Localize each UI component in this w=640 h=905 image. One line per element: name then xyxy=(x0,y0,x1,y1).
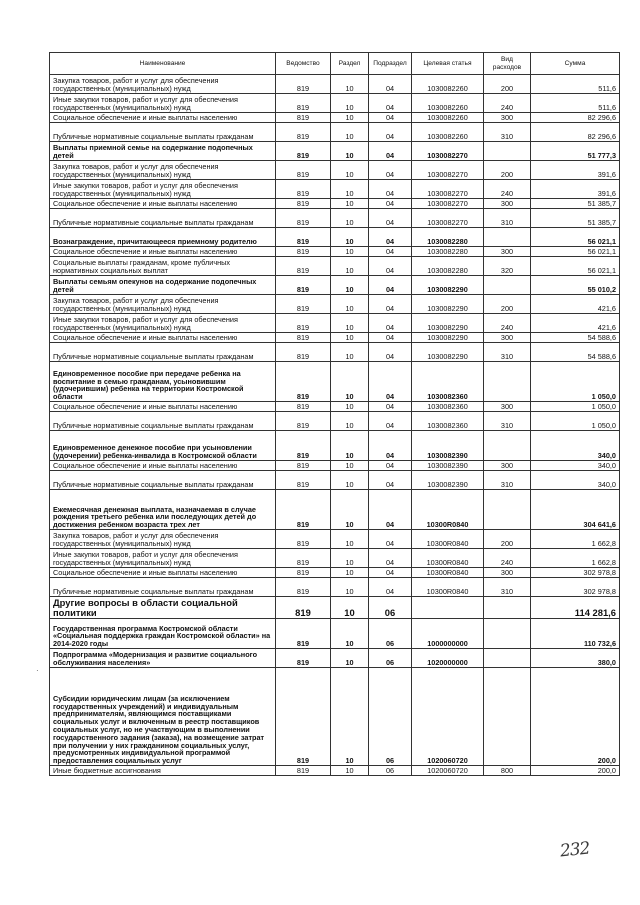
cell-type: 300 xyxy=(484,568,531,578)
cell-subsection: 04 xyxy=(369,549,412,568)
cell-dept: 819 xyxy=(276,228,331,247)
cell-name: Подпрограмма «Модернизация и развитие социального обслуживания населения» xyxy=(50,649,276,668)
cell-type: 200 xyxy=(484,530,531,549)
cell-name: Закупка товаров, работ и услуг для обеспечения государственных (муниципальных) нужд xyxy=(50,295,276,314)
cell-subsection: 04 xyxy=(369,94,412,113)
table-row xyxy=(50,649,620,668)
cell-subsection: 06 xyxy=(369,649,412,668)
cell-section: 10 xyxy=(331,333,369,343)
budget-table xyxy=(49,52,620,776)
table-row xyxy=(50,123,620,142)
cell-section: 10 xyxy=(331,568,369,578)
table-row xyxy=(50,75,620,94)
cell-dept: 819 xyxy=(276,180,331,199)
cell-dept: 819 xyxy=(276,412,331,431)
cell-target: 1000000000 xyxy=(412,619,484,649)
cell-name: Единовременное денежное пособие при усыновлении (удочерении) ребенка-инвалида в Костромской области xyxy=(50,431,276,461)
cell-target: 1030082260 xyxy=(412,75,484,94)
table-row xyxy=(50,94,620,113)
cell-sum: 114 281,6 xyxy=(531,597,620,619)
cell-name: Единовременное пособие при передаче ребенка на воспитание в семью гражданам, усыновившим (удочерившим) ребенка на территории Костромской области xyxy=(50,362,276,402)
cell-target: 1030082390 xyxy=(412,471,484,490)
cell-type: 310 xyxy=(484,343,531,362)
cell-dept: 819 xyxy=(276,314,331,333)
cell-subsection: 04 xyxy=(369,247,412,257)
cell-dept: 819 xyxy=(276,276,331,295)
cell-target: 1030082360 xyxy=(412,402,484,412)
table-row xyxy=(50,276,620,295)
cell-dept: 819 xyxy=(276,362,331,402)
cell-section: 10 xyxy=(331,490,369,530)
cell-type: 310 xyxy=(484,412,531,431)
cell-section: 10 xyxy=(331,362,369,402)
cell-subsection: 04 xyxy=(369,461,412,471)
cell-name: Иные закупки товаров, работ и услуг для обеспечения государственных (муниципальных) нужд xyxy=(50,180,276,199)
cell-dept: 819 xyxy=(276,343,331,362)
cell-section: 10 xyxy=(331,228,369,247)
cell-type: 310 xyxy=(484,471,531,490)
cell-name: Публичные нормативные социальные выплаты гражданам xyxy=(50,123,276,142)
cell-sum: 56 021,1 xyxy=(531,228,620,247)
cell-target: 10300R0840 xyxy=(412,578,484,597)
budget-document xyxy=(49,52,619,776)
cell-section: 10 xyxy=(331,431,369,461)
cell-target: 1030082290 xyxy=(412,314,484,333)
cell-target: 1020060720 xyxy=(412,668,484,766)
table-row xyxy=(50,209,620,228)
table-row xyxy=(50,295,620,314)
cell-dept: 819 xyxy=(276,461,331,471)
cell-target: 1030082390 xyxy=(412,431,484,461)
cell-name: Публичные нормативные социальные выплаты гражданам xyxy=(50,578,276,597)
cell-sum: 304 641,6 xyxy=(531,490,620,530)
table-row xyxy=(50,597,620,619)
cell-dept: 819 xyxy=(276,295,331,314)
cell-target: 1020060720 xyxy=(412,766,484,776)
cell-type xyxy=(484,668,531,766)
cell-target: 1030082280 xyxy=(412,257,484,276)
cell-subsection: 04 xyxy=(369,578,412,597)
cell-section: 10 xyxy=(331,412,369,431)
cell-name: Выплаты приемной семье на содержание подопечных детей xyxy=(50,142,276,161)
cell-type xyxy=(484,431,531,461)
cell-target: 1030082360 xyxy=(412,412,484,431)
cell-name: Социальное обеспечение и иные выплаты населению xyxy=(50,568,276,578)
cell-subsection: 06 xyxy=(369,668,412,766)
margin-mark: · xyxy=(36,666,39,675)
cell-type xyxy=(484,142,531,161)
table-row xyxy=(50,161,620,180)
cell-name: Социальное обеспечение и иные выплаты населению xyxy=(50,113,276,123)
cell-subsection: 04 xyxy=(369,276,412,295)
cell-target: 10300R0840 xyxy=(412,490,484,530)
cell-name: Публичные нормативные социальные выплаты гражданам xyxy=(50,343,276,362)
cell-dept: 819 xyxy=(276,209,331,228)
cell-sum: 51 777,3 xyxy=(531,142,620,161)
cell-subsection: 04 xyxy=(369,471,412,490)
cell-type: 300 xyxy=(484,247,531,257)
table-row xyxy=(50,619,620,649)
cell-section: 10 xyxy=(331,199,369,209)
cell-subsection: 04 xyxy=(369,199,412,209)
cell-target: 1030082290 xyxy=(412,295,484,314)
cell-section: 10 xyxy=(331,402,369,412)
cell-type: 310 xyxy=(484,578,531,597)
cell-dept: 819 xyxy=(276,247,331,257)
cell-target: 1030082290 xyxy=(412,333,484,343)
cell-section: 10 xyxy=(331,549,369,568)
cell-dept: 819 xyxy=(276,161,331,180)
col-header-sum: Сумма xyxy=(531,53,620,75)
cell-section: 10 xyxy=(331,649,369,668)
cell-name: Ежемесячная денежная выплата, назначаемая в случае рождения третьего ребенка или последующих детей до достижения ребенком возраста трех лет xyxy=(50,490,276,530)
cell-name: Публичные нормативные социальные выплаты гражданам xyxy=(50,471,276,490)
cell-sum: 110 732,6 xyxy=(531,619,620,649)
cell-target: 1030082290 xyxy=(412,276,484,295)
cell-section: 10 xyxy=(331,530,369,549)
cell-name: Иные бюджетные ассигнования xyxy=(50,766,276,776)
cell-subsection: 06 xyxy=(369,597,412,619)
table-row xyxy=(50,461,620,471)
cell-sum: 1 050,0 xyxy=(531,402,620,412)
cell-dept: 819 xyxy=(276,402,331,412)
cell-name: Публичные нормативные социальные выплаты гражданам xyxy=(50,209,276,228)
cell-section: 10 xyxy=(331,578,369,597)
table-row xyxy=(50,549,620,568)
cell-subsection: 04 xyxy=(369,343,412,362)
cell-sum: 511,6 xyxy=(531,94,620,113)
cell-type xyxy=(484,490,531,530)
cell-type xyxy=(484,362,531,402)
cell-section: 10 xyxy=(331,619,369,649)
cell-sum: 391,6 xyxy=(531,161,620,180)
cell-dept: 819 xyxy=(276,471,331,490)
cell-sum: 56 021,1 xyxy=(531,257,620,276)
cell-target: 10300R0840 xyxy=(412,549,484,568)
cell-subsection: 04 xyxy=(369,142,412,161)
cell-subsection: 04 xyxy=(369,412,412,431)
table-row xyxy=(50,343,620,362)
cell-name: Вознаграждение, причитающееся приемному родителю xyxy=(50,228,276,247)
cell-name: Закупка товаров, работ и услуг для обеспечения государственных (муниципальных) нужд xyxy=(50,530,276,549)
cell-name: Субсидии юридическим лицам (за исключением государственных учреждений) и индивидуальным предпринимателям, являющимся поставщиками социальных услуг и включенным в реестр поставщиков социальных услуг, но не участвующим в выполнении государственного задания (заказа), на возмещение затрат при получении у них гражданином социальных услуг, предусмотренных индивидуальной программой предоставления социальных услуг xyxy=(50,668,276,766)
cell-target: 1030082280 xyxy=(412,228,484,247)
cell-type: 300 xyxy=(484,333,531,343)
col-header-target: Целевая статья xyxy=(412,53,484,75)
table-row xyxy=(50,180,620,199)
cell-subsection: 06 xyxy=(369,766,412,776)
cell-target: 10300R0840 xyxy=(412,568,484,578)
cell-type: 300 xyxy=(484,113,531,123)
cell-dept: 819 xyxy=(276,142,331,161)
cell-name: Иные закупки товаров, работ и услуг для обеспечения государственных (муниципальных) нужд xyxy=(50,549,276,568)
cell-subsection: 04 xyxy=(369,295,412,314)
cell-target xyxy=(412,597,484,619)
cell-subsection: 04 xyxy=(369,314,412,333)
table-row xyxy=(50,142,620,161)
table-row xyxy=(50,247,620,257)
table-row xyxy=(50,530,620,549)
cell-sum: 200,0 xyxy=(531,766,620,776)
cell-dept: 819 xyxy=(276,549,331,568)
cell-type: 240 xyxy=(484,314,531,333)
page-number: 232 xyxy=(559,838,591,862)
cell-type xyxy=(484,619,531,649)
cell-section: 10 xyxy=(331,257,369,276)
cell-target: 1030082390 xyxy=(412,461,484,471)
cell-section: 10 xyxy=(331,343,369,362)
cell-type: 200 xyxy=(484,295,531,314)
cell-target: 1030082270 xyxy=(412,209,484,228)
cell-sum: 340,0 xyxy=(531,431,620,461)
table-row xyxy=(50,490,620,530)
table-row xyxy=(50,668,620,766)
cell-target: 1030082270 xyxy=(412,142,484,161)
cell-target: 1030082270 xyxy=(412,199,484,209)
col-header-section: Раздел xyxy=(331,53,369,75)
cell-section: 10 xyxy=(331,209,369,228)
cell-sum: 82 296,6 xyxy=(531,123,620,142)
cell-subsection: 04 xyxy=(369,362,412,402)
cell-subsection: 04 xyxy=(369,257,412,276)
cell-dept: 819 xyxy=(276,597,331,619)
table-row xyxy=(50,402,620,412)
cell-section: 10 xyxy=(331,113,369,123)
cell-subsection: 04 xyxy=(369,123,412,142)
cell-subsection: 04 xyxy=(369,402,412,412)
cell-target: 1030082260 xyxy=(412,123,484,142)
cell-section: 10 xyxy=(331,180,369,199)
table-row xyxy=(50,578,620,597)
cell-sum: 51 385,7 xyxy=(531,209,620,228)
cell-dept: 819 xyxy=(276,257,331,276)
cell-section: 10 xyxy=(331,766,369,776)
cell-sum: 391,6 xyxy=(531,180,620,199)
cell-name: Иные закупки товаров, работ и услуг для обеспечения государственных (муниципальных) нужд xyxy=(50,94,276,113)
col-header-dept: Ведомство xyxy=(276,53,331,75)
cell-name: Социальные выплаты гражданам, кроме публичных нормативных социальных выплат xyxy=(50,257,276,276)
cell-type: 310 xyxy=(484,123,531,142)
cell-subsection: 04 xyxy=(369,490,412,530)
cell-section: 10 xyxy=(331,314,369,333)
cell-name: Социальное обеспечение и иные выплаты населению xyxy=(50,402,276,412)
cell-dept: 819 xyxy=(276,668,331,766)
table-row xyxy=(50,314,620,333)
table-row xyxy=(50,199,620,209)
cell-sum: 1 050,0 xyxy=(531,412,620,431)
table-body xyxy=(50,75,620,776)
cell-section: 10 xyxy=(331,75,369,94)
cell-target: 1030082360 xyxy=(412,362,484,402)
cell-sum: 51 385,7 xyxy=(531,199,620,209)
cell-sum: 302 978,8 xyxy=(531,578,620,597)
table-row xyxy=(50,766,620,776)
cell-target: 1020000000 xyxy=(412,649,484,668)
cell-type xyxy=(484,228,531,247)
cell-type xyxy=(484,649,531,668)
cell-dept: 819 xyxy=(276,530,331,549)
cell-dept: 819 xyxy=(276,94,331,113)
cell-sum: 340,0 xyxy=(531,471,620,490)
table-row xyxy=(50,257,620,276)
table-row xyxy=(50,568,620,578)
cell-dept: 819 xyxy=(276,578,331,597)
cell-subsection: 04 xyxy=(369,180,412,199)
cell-type: 300 xyxy=(484,402,531,412)
col-header-type: Вид расходов xyxy=(484,53,531,75)
table-row xyxy=(50,431,620,461)
cell-type xyxy=(484,597,531,619)
cell-section: 10 xyxy=(331,94,369,113)
cell-target: 1030082270 xyxy=(412,161,484,180)
cell-subsection: 04 xyxy=(369,568,412,578)
cell-subsection: 04 xyxy=(369,530,412,549)
cell-section: 10 xyxy=(331,668,369,766)
cell-subsection: 04 xyxy=(369,228,412,247)
cell-sum: 55 010,2 xyxy=(531,276,620,295)
cell-subsection: 04 xyxy=(369,75,412,94)
cell-name: Государственная программа Костромской области «Социальная поддержка граждан Костромской области» на 2014-2020 годы xyxy=(50,619,276,649)
cell-subsection: 04 xyxy=(369,113,412,123)
table-row xyxy=(50,228,620,247)
cell-type: 320 xyxy=(484,257,531,276)
cell-name: Иные закупки товаров, работ и услуг для обеспечения государственных (муниципальных) нужд xyxy=(50,314,276,333)
cell-target: 1030082260 xyxy=(412,113,484,123)
cell-sum: 421,6 xyxy=(531,314,620,333)
cell-dept: 819 xyxy=(276,113,331,123)
cell-subsection: 04 xyxy=(369,209,412,228)
cell-dept: 819 xyxy=(276,75,331,94)
cell-name: Закупка товаров, работ и услуг для обеспечения государственных (муниципальных) нужд xyxy=(50,75,276,94)
cell-subsection: 04 xyxy=(369,431,412,461)
cell-section: 10 xyxy=(331,247,369,257)
cell-type: 300 xyxy=(484,461,531,471)
cell-type: 240 xyxy=(484,94,531,113)
cell-sum: 54 588,6 xyxy=(531,333,620,343)
cell-sum: 302 978,8 xyxy=(531,568,620,578)
cell-dept: 819 xyxy=(276,199,331,209)
cell-target: 1030082280 xyxy=(412,247,484,257)
table-row xyxy=(50,113,620,123)
cell-dept: 819 xyxy=(276,649,331,668)
table-row xyxy=(50,362,620,402)
cell-name: Публичные нормативные социальные выплаты гражданам xyxy=(50,412,276,431)
cell-sum: 1 050,0 xyxy=(531,362,620,402)
cell-section: 10 xyxy=(331,295,369,314)
cell-sum: 421,6 xyxy=(531,295,620,314)
cell-subsection: 04 xyxy=(369,161,412,180)
cell-dept: 819 xyxy=(276,568,331,578)
cell-name: Закупка товаров, работ и услуг для обеспечения государственных (муниципальных) нужд xyxy=(50,161,276,180)
cell-sum: 54 588,6 xyxy=(531,343,620,362)
cell-sum: 1 662,8 xyxy=(531,549,620,568)
table-row xyxy=(50,412,620,431)
cell-type: 200 xyxy=(484,75,531,94)
table-header-row xyxy=(50,53,620,75)
cell-target: 10300R0840 xyxy=(412,530,484,549)
cell-sum: 82 296,6 xyxy=(531,113,620,123)
cell-sum: 511,6 xyxy=(531,75,620,94)
cell-subsection: 04 xyxy=(369,333,412,343)
cell-section: 10 xyxy=(331,161,369,180)
cell-name: Социальное обеспечение и иные выплаты населению xyxy=(50,333,276,343)
cell-section: 10 xyxy=(331,461,369,471)
cell-section: 10 xyxy=(331,123,369,142)
cell-sum: 56 021,1 xyxy=(531,247,620,257)
cell-dept: 819 xyxy=(276,766,331,776)
cell-section: 10 xyxy=(331,142,369,161)
col-header-name: Наименование xyxy=(50,53,276,75)
cell-sum: 200,0 xyxy=(531,668,620,766)
cell-name: Выплаты семьям опекунов на содержание подопечных детей xyxy=(50,276,276,295)
cell-type: 240 xyxy=(484,180,531,199)
cell-name: Другие вопросы в области социальной политики xyxy=(50,597,276,619)
cell-type: 240 xyxy=(484,549,531,568)
col-header-subsection: Подраздел xyxy=(369,53,412,75)
cell-dept: 819 xyxy=(276,333,331,343)
cell-name: Социальное обеспечение и иные выплаты населению xyxy=(50,247,276,257)
cell-dept: 819 xyxy=(276,619,331,649)
cell-sum: 340,0 xyxy=(531,461,620,471)
cell-section: 10 xyxy=(331,276,369,295)
table-row xyxy=(50,333,620,343)
cell-name: Социальное обеспечение и иные выплаты населению xyxy=(50,199,276,209)
cell-section: 10 xyxy=(331,471,369,490)
cell-type: 200 xyxy=(484,161,531,180)
cell-dept: 819 xyxy=(276,123,331,142)
cell-target: 1030082290 xyxy=(412,343,484,362)
table-row xyxy=(50,471,620,490)
cell-type: 800 xyxy=(484,766,531,776)
cell-type: 300 xyxy=(484,199,531,209)
cell-type xyxy=(484,276,531,295)
cell-target: 1030082270 xyxy=(412,180,484,199)
cell-target: 1030082260 xyxy=(412,94,484,113)
cell-subsection: 06 xyxy=(369,619,412,649)
cell-type: 310 xyxy=(484,209,531,228)
cell-sum: 380,0 xyxy=(531,649,620,668)
cell-section: 10 xyxy=(331,597,369,619)
cell-dept: 819 xyxy=(276,490,331,530)
cell-name: Социальное обеспечение и иные выплаты населению xyxy=(50,461,276,471)
cell-sum: 1 662,8 xyxy=(531,530,620,549)
cell-dept: 819 xyxy=(276,431,331,461)
